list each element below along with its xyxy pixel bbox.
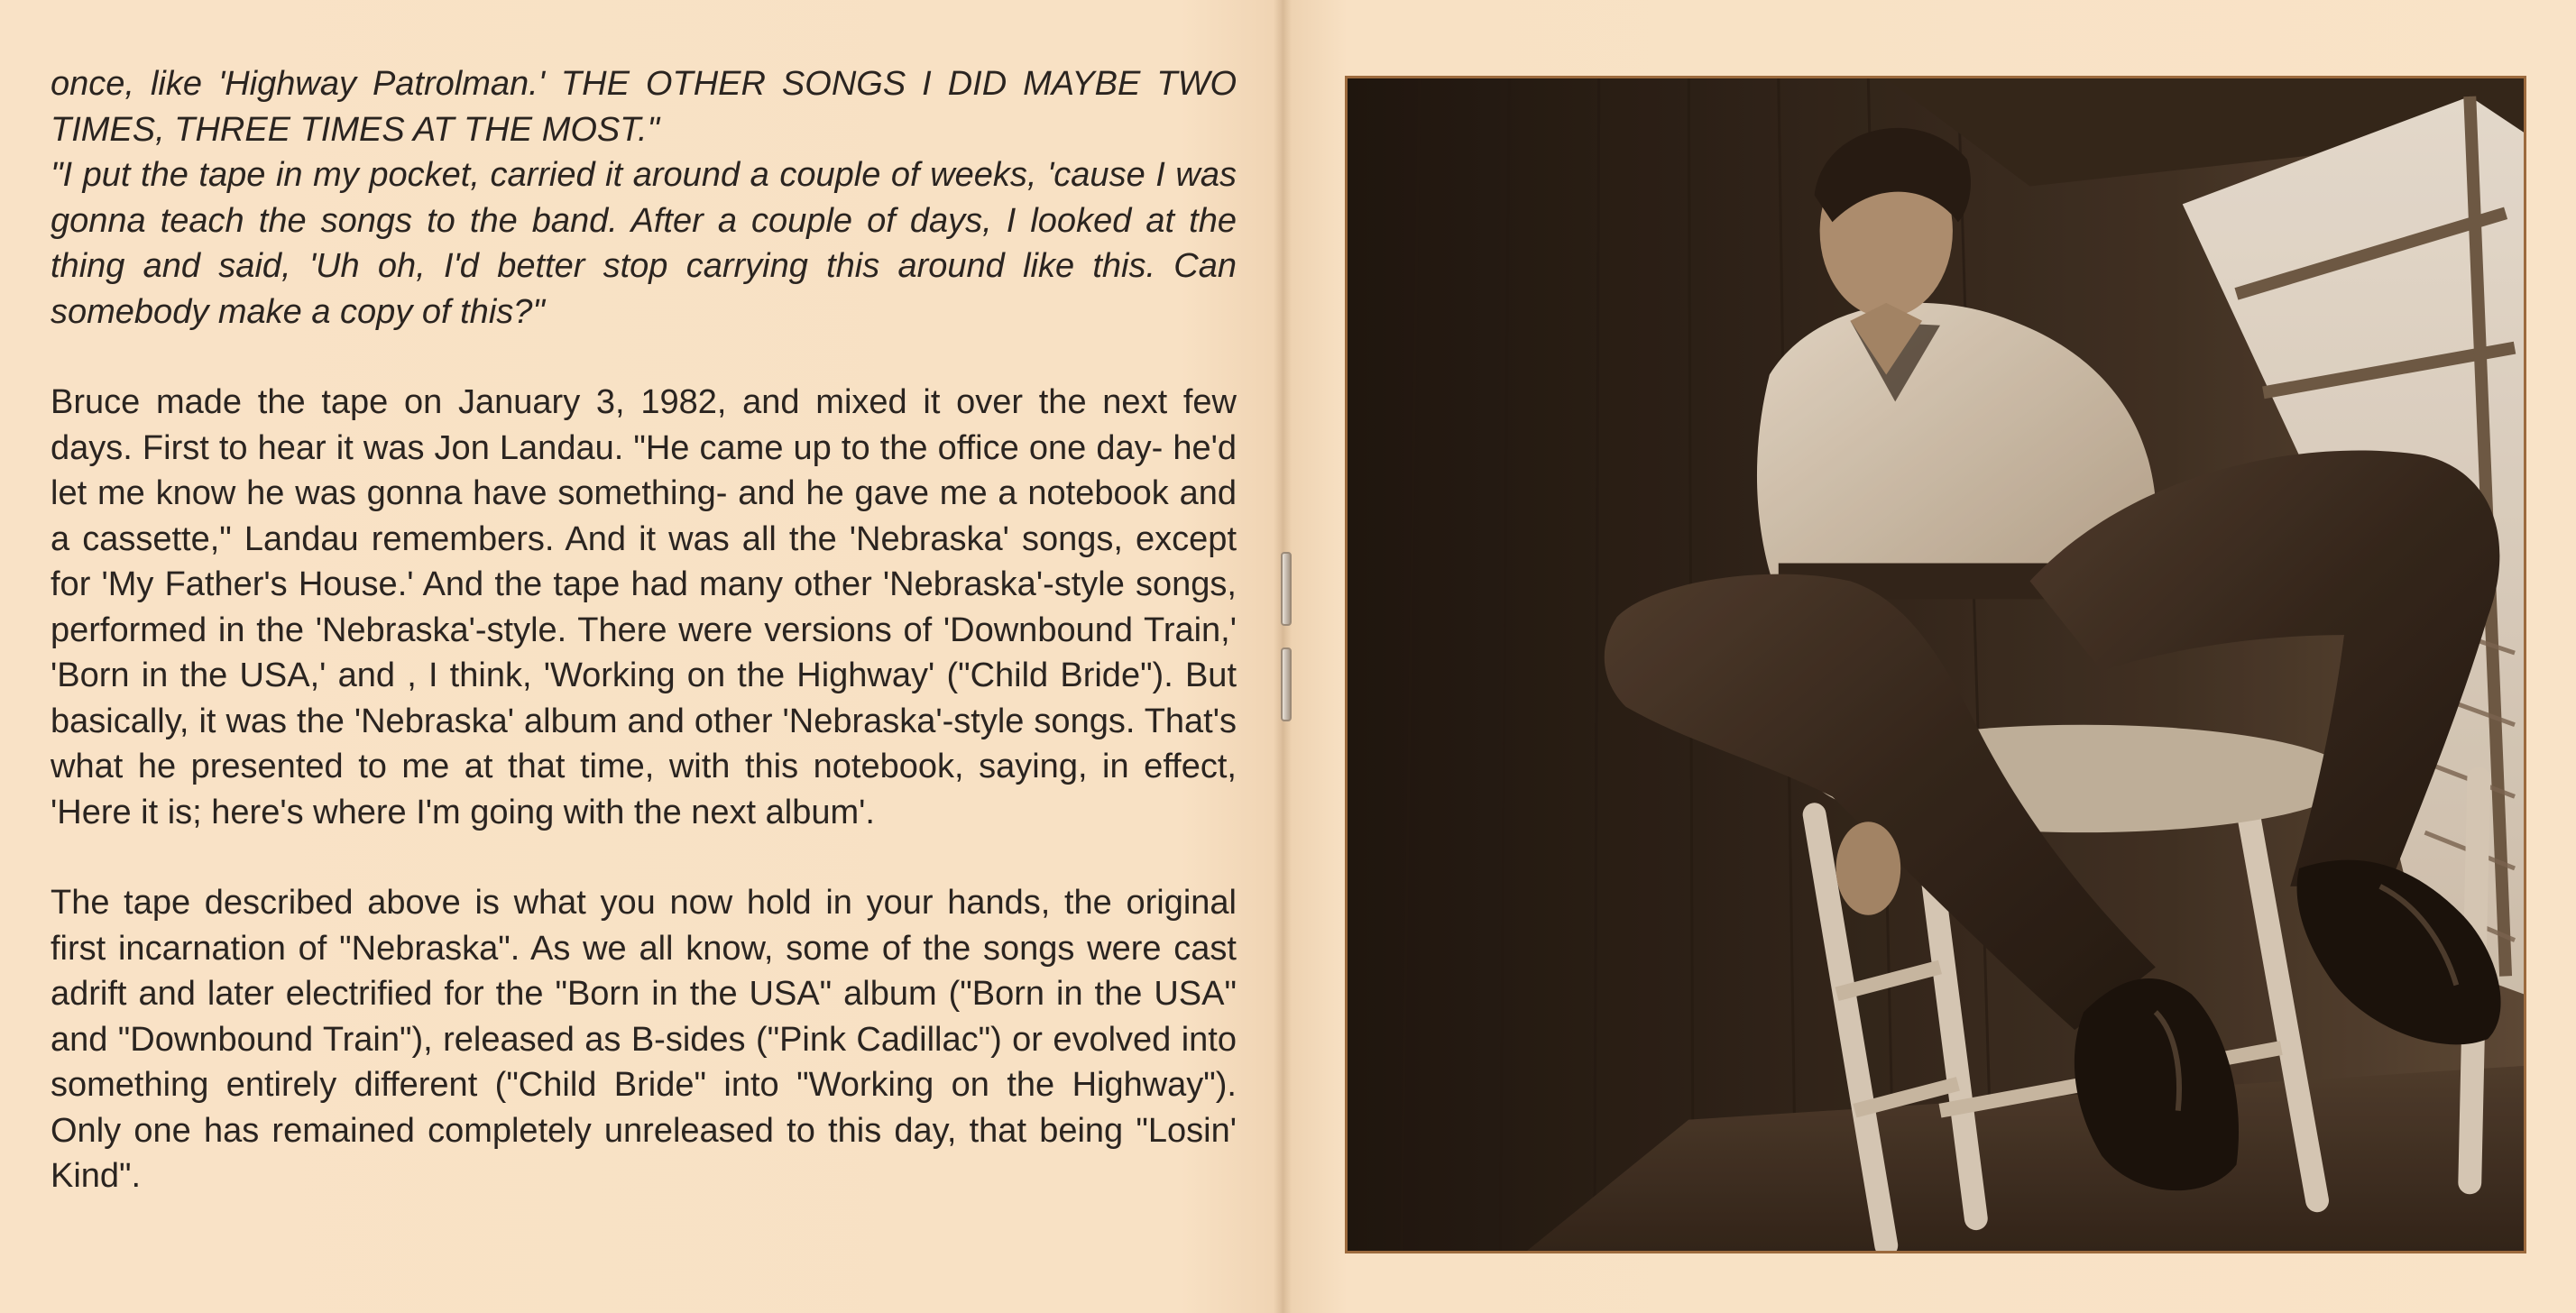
staple-top bbox=[1281, 552, 1292, 626]
sepia-photograph bbox=[1345, 76, 2526, 1253]
photo-illustration bbox=[1348, 78, 2524, 1251]
quote-paragraph-2: "I put the tape in my pocket, carried it around a couple of weeks, 'cause I was gonna teach the songs to the band. After a couple of days, I looked at the thing and said, 'Uh oh, I'd better stop carrying this around like this. Can somebody make a copy of this?" bbox=[51, 156, 1237, 331]
left-page bbox=[0, 0, 1283, 1313]
paragraph-spacer bbox=[51, 335, 1237, 380]
body-paragraph-2: The tape described above is what you now hold in your hands, the original first incarnation of "Nebraska". As we all know, some of the songs were cast adrift and later electrified for the "Born in the USA" album ("Born in the USA" and "Downbound Train"), released as B-sides ("Pink Cadillac") or evolved into something entirely different ("Child Bride" into "Working on the Highway"). Only one has remained completely unreleased to this day, that being "Losin' Kind". bbox=[51, 884, 1237, 1195]
sepia-tint bbox=[1348, 78, 2524, 1251]
quote-paragraph-1: once, like 'Highway Patrolman.' THE OTHER SONGS I DID MAYBE TWO TIMES, THREE TIMES AT THE MOST." bbox=[51, 65, 1237, 149]
body-paragraph-1: Bruce made the tape on January 3, 1982, and mixed it over the next few days. First to hear it was Jon Landau. "He came up to the office one day- he'd let me know he was gonna have something- and he gave me a notebook and a cassette," Landau remembers. And it was all the 'Nebraska' songs, except for 'My Father's House.' And the tape had many other 'Nebraska'-style songs, performed in the 'Nebraska'-style. There were versions of 'Downbound Train,' 'Born in the USA,' and , I think, 'Working on the Highway' ("Child Bride"). But basically, it was the 'Nebraska' album and other 'Nebraska'-style songs. That's what he presented to me at that time, with this notebook, saying, in effect, 'Here it is; here's where I'm going with the next album'. bbox=[51, 383, 1237, 831]
staple-bottom bbox=[1281, 647, 1292, 721]
article-text bbox=[51, 61, 1237, 1199]
paragraph-spacer bbox=[51, 835, 1237, 880]
